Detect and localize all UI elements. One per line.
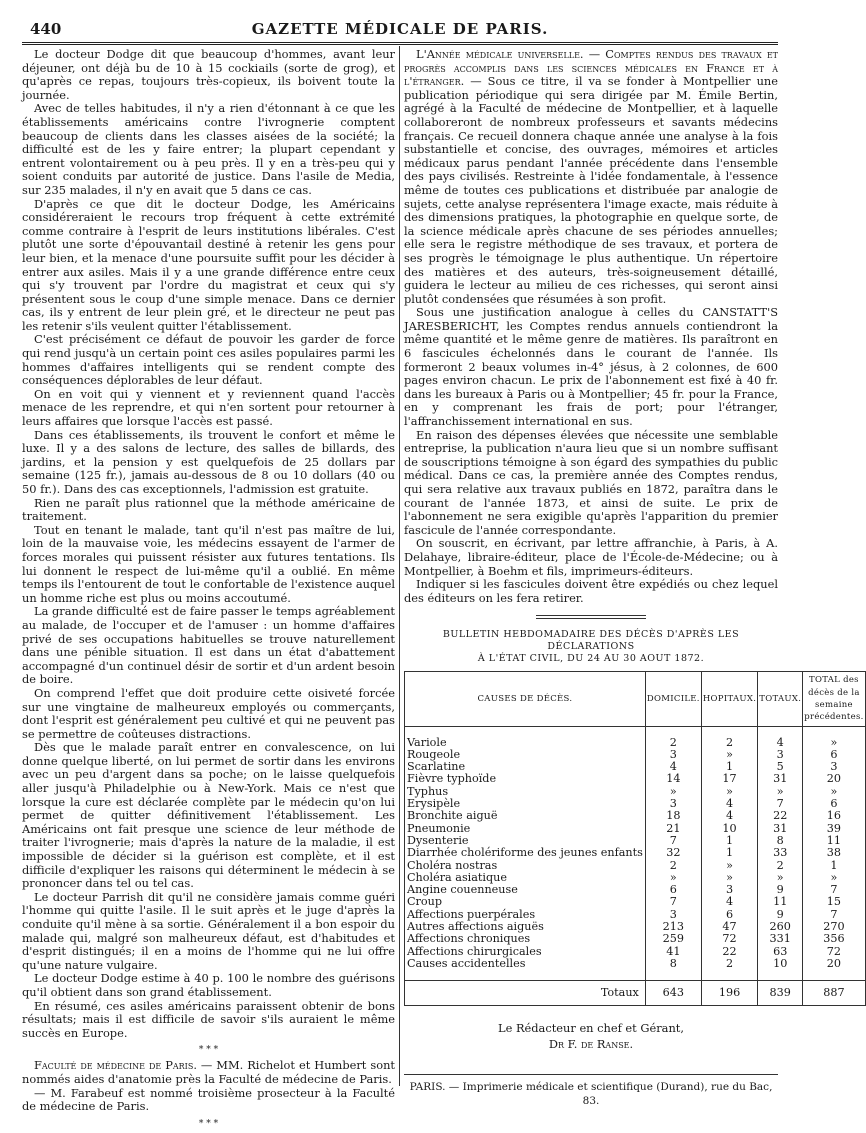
cell-domicile: 7 xyxy=(645,896,701,908)
cell-domicile: » xyxy=(645,786,701,798)
cell-totaux: 22 xyxy=(758,810,803,822)
cell-totaux: 4 xyxy=(758,737,803,749)
cell-cause: Diarrhée cholériforme des jeunes enfants xyxy=(405,847,646,859)
table-spacer xyxy=(405,726,866,737)
table-row xyxy=(405,896,866,908)
cell-totaux: 2 xyxy=(758,860,803,872)
cell-domicile: 41 xyxy=(645,946,701,958)
cell-cause: Affections chroniques xyxy=(405,933,646,945)
deaths-table xyxy=(404,671,866,1006)
table-row xyxy=(405,749,866,761)
cell-totaux: 5 xyxy=(758,761,803,773)
cell-hopitaux: 3 xyxy=(701,884,757,896)
cell-previous: 270 xyxy=(803,921,865,933)
left-column xyxy=(22,48,395,1133)
cell-cause: Choléra asiatique xyxy=(405,872,646,884)
cell-domicile: 2 xyxy=(645,737,701,749)
cell-totaux: » xyxy=(758,786,803,798)
paragraph: Avec de telles habitudes, il n'y a rien d'étonnant à ce que les établissements américains contre l'ivrognerie comptent beaucoup de clients dans les classes aisées de la société; la difficulté est de les y faire entrer; la plupart cependant y entrent volontairement ou à peu près. Il y en a très-peu qui y soient conduits par autorité de justice. Dans l'asile de Media, sur 235 malades, il n'y en avait que 5 dans ce cas. xyxy=(22,101,395,197)
section-stars-end: * * * xyxy=(198,1118,219,1129)
cell-hopitaux: 2 xyxy=(701,737,757,749)
cell-domicile: 7 xyxy=(645,835,701,847)
cell-previous: 7 xyxy=(803,909,865,921)
paragraph: Le docteur Parrish dit qu'il ne considère jamais comme guéri l'homme qui quitte l'asile. Il le suit après et le juge d'après la conduite qu'il mène à sa sortie. Généralement il a bon espoir du malade qui, malgré son malheureux défaut, est d'habitudes et d'esprit distingués; il en a moins de l'homme qui ne lui offre qu'une nature vulgaire. xyxy=(22,889,395,972)
header-causes: CAUSES DE DÉCÈS. xyxy=(405,672,646,726)
cell-domicile: 3 xyxy=(645,749,701,761)
paragraph: En raison des dépenses élevées que nécessite une semblable entreprise, la publication n'aura lieu que si un nombre suffisant de souscriptions témoigne à son égard des sympathies du public médical. Dans ce cas, la première année des Comptes rendus, qui sera relative aux travaux publiés en 1872, paraîtra dans le courant de l'année 1873, et ainsi de suite. Le prix de l'abonnement ne sera exigible qu'après l'apparition du premier fascicule de l'année correspondante. xyxy=(404,427,778,537)
paragraph: Rien ne paraît plus rationnel que la méthode américaine de traitement. xyxy=(22,495,395,524)
cell-previous: 16 xyxy=(803,810,865,822)
table-row xyxy=(405,933,866,945)
cell-hopitaux: 1 xyxy=(701,761,757,773)
cell-totaux: 63 xyxy=(758,946,803,958)
cell-hopitaux: 47 xyxy=(701,921,757,933)
paragraph: Le docteur Dodge dit que beaucoup d'hommes, avant leur déjeuner, ont déjà bu de 10 à 15 cockiails (sorte de grog), et qu'après ce repas, toujours très-copieux, ils boivent toute la journée. xyxy=(22,47,395,102)
cell-totaux: 7 xyxy=(758,798,803,810)
cell-cause: Causes accidentelles xyxy=(405,958,646,970)
paragraph: En résumé, ces asiles américains paraissent obtenir de bons résultats; mais il est difficile de savoir s'ils auraient le même succès en Europe. xyxy=(22,998,395,1040)
header-domicile: DOMICILE. xyxy=(645,672,701,726)
header-hopitaux: HOPITAUX. xyxy=(701,672,757,726)
cell-cause: Variole xyxy=(405,737,646,749)
cell-domicile: 4 xyxy=(645,761,701,773)
cell-domicile: 21 xyxy=(645,823,701,835)
header-previous-week: TOTAL des décès de la semaine précédentes. xyxy=(803,672,865,726)
signature-line-1: Le Rédacteur en chef et Gérant, xyxy=(498,1021,684,1036)
paragraph: Dans ces établissements, ils trouvent le confort et même le luxe. Il y a des salons de lecture, des salles de billards, des jardins, et la pension y est quelquefois de 25 dollars par semaine (125 fr.), jamais au-dessous de 8 ou 10 dollars (40 ou 50 fr.). Dans des cas exceptionnels, l'admission est gratuite. xyxy=(22,427,395,496)
cell-domicile: 6 xyxy=(645,884,701,896)
cell-totaux: » xyxy=(758,872,803,884)
paragraph: Tout en tenant le malade, tant qu'il n'est pas maître de lui, loin de la mauvaise voie, les médecins essayent de l'armer de forces morales qui puissent résister aux futures tentations. Ils lui donnent le respect de lui-même qu'il a oublié. En même temps ils l'entourent de tout le confortable de l'existence auquel un homme riche est plus ou moins accoutumé. xyxy=(22,522,395,605)
cell-domicile: 3 xyxy=(645,909,701,921)
cell-totaux: 31 xyxy=(758,773,803,785)
cell-previous: 6 xyxy=(803,749,865,761)
bulletin-title-line-2: À L'ÉTAT CIVIL, DU 24 AU 30 AOUT 1872. xyxy=(477,653,705,665)
cell-cause: Bronchite aiguë xyxy=(405,810,646,822)
cell-cause: Affections chirurgicales xyxy=(405,946,646,958)
cell-domicile: 18 xyxy=(645,810,701,822)
cell-previous: » xyxy=(803,786,865,798)
cell-previous: 356 xyxy=(803,933,865,945)
cell-previous: 3 xyxy=(803,761,865,773)
cell-cause: Affections puerpérales xyxy=(405,909,646,921)
section-stars: * * * xyxy=(198,1045,219,1056)
cell-domicile: 259 xyxy=(645,933,701,945)
page-number: 440 xyxy=(30,20,62,38)
cell-hopitaux: 10 xyxy=(701,823,757,835)
cell-totaux: 260 xyxy=(758,921,803,933)
cell-previous: 887 xyxy=(803,981,865,1006)
table-row xyxy=(405,773,866,785)
cell-cause: Croup xyxy=(405,896,646,908)
cell-totaux: 839 xyxy=(758,981,803,1006)
cell-previous: 7 xyxy=(803,884,865,896)
paragraph: Indiquer si les fascicules doivent être expédiés ou chez lequel des éditeurs on les fera retirer. xyxy=(404,577,778,605)
table-row xyxy=(405,737,866,749)
cell-cause: Choléra nostras xyxy=(405,860,646,872)
column-divider xyxy=(399,46,400,1086)
journal-title: GAZETTE MÉDICALE DE PARIS. xyxy=(251,20,549,38)
cell-domicile: 3 xyxy=(645,798,701,810)
cell-cause: Angine couenneuse xyxy=(405,884,646,896)
paragraph: On souscrit, en écrivant, par lettre affranchie, à Paris, à A. Delahaye, libraire-éditeur, place de l'École-de-Médecine; ou à Montpellier, à Boehm et fils, imprimeurs-éditeurs. xyxy=(404,536,778,578)
cell-domicile: 2 xyxy=(645,860,701,872)
paragraph: Le docteur Dodge estime à 40 p. 100 le nombre des guérisons qu'il obtient dans son grand établissement. xyxy=(22,971,395,999)
table-row xyxy=(405,823,866,835)
annee-text: — Sous ce titre, il va se fonder à Montpellier une publication périodique qui sera dirigée par M. Émile Bertin, agrégé à la Faculté de médecine de Montpellier, et à laquelle collaboreront de nombreux professeurs et savants médecins français. Ce recueil donnera chaque année une analyse à la fois substantielle et concise, des ouvrages, mémoires et articles médicaux parus pendant l'année précédente dans l'ensemble des pays civilisés. Restreinte à l'idée fondamentale, à l'essence même de toutes ces publications et distribuée par analogie de sujets, cette analyse représentera l'image exacte, mais réduite à des dimensions pratiques, la photographie en quelque sorte, de la science médicale après chacune de ses périodes annuelles; elle sera le registre méthodique de ses travaux, et portera de ses progrès le témoignage le plus authentique. Un répertoire des matières et des auteurs, très-soigneusement détaillé, guidera le lecteur au milieu de ces richesses, qui seront ainsi plutôt condensées que résumées à son profit. xyxy=(404,74,778,306)
cell-totaux: 31 xyxy=(758,823,803,835)
cell-previous: 6 xyxy=(803,798,865,810)
paragraph: D'après ce que dit le docteur Dodge, les Américains considéreraient le recours trop fréquent à cette extrémité comme contraire à l'esprit de leurs institutions libérales. C'est plutôt une sorte d'épouvantail destiné à retenir les gens pour leur bien, et la menace d'une poursuite suffit pour les décider à entrer aux asiles. Mais il y a une grande différence entre ceux qui s'y trouvent par l'ordre du magistrat et ceux qui s'y présentent sous le coup d'une simple menace. Dans ce dernier cas, ils y entrent de leur plein gré, et le directeur ne peut pas les retenir s'ils veulent quitter l'établissement. xyxy=(22,196,395,333)
cell-totaux: 9 xyxy=(758,909,803,921)
cell-hopitaux: 196 xyxy=(701,981,757,1006)
cell-domicile: 643 xyxy=(645,981,701,1006)
annee-heading: L'Année médicale universelle. — Comptes rendus des travaux et progrès accomplis dans les sciences médicales en France et à l'étranger. xyxy=(404,47,778,89)
paragraph: Sous une justification analogue à celles du CANSTATT'S JARESBERICHT, les Comptes rendus annuels contiendront la même quantité et le même genre de matières. Ils paraîtront en 6 fascicules échelonnés dans le courant de l'année. Ils formeront 2 beaux volumes in-4° jésus, à 2 colonnes, de 600 pages environ chacun. Le prix de l'abonnement est fixé à 40 fr. dans les bureaux à Paris ou à Montpellier; 45 fr. pour la France, en y comprenant les frais de port; pour l'étranger, l'affranchissement international en sus. xyxy=(404,305,778,429)
cell-domicile: » xyxy=(645,872,701,884)
cell-totaux: 10 xyxy=(758,958,803,970)
cell-totaux: 11 xyxy=(758,896,803,908)
table-row xyxy=(405,810,866,822)
table-row xyxy=(405,958,866,970)
annee-notice xyxy=(404,48,778,306)
header-totaux: TOTAUX. xyxy=(758,672,803,726)
table-row xyxy=(405,786,866,798)
cell-domicile: 14 xyxy=(645,773,701,785)
cell-totaux: 33 xyxy=(758,847,803,859)
cell-previous: 1 xyxy=(803,860,865,872)
cell-cause: Pneumonie xyxy=(405,823,646,835)
paragraph: C'est précisément ce défaut de pouvoir les garder de force qui rend jusqu'à un certain point ces asiles populaires parmi les hommes d'affaires intelligents qui se rendent compte des conséquences déplorables de leur défaut. xyxy=(22,332,395,388)
printer-imprint: PARIS. — Imprimerie médicale et scientifique (Durand), rue du Bac, 83. xyxy=(404,1074,778,1108)
cell-previous: 20 xyxy=(803,958,865,970)
cell-cause: Rougeole xyxy=(405,749,646,761)
table-row xyxy=(405,884,866,896)
total-row xyxy=(405,981,866,1006)
table-row xyxy=(405,860,866,872)
cell-hopitaux: 17 xyxy=(701,773,757,785)
paragraph: On en voit qui y viennent et y reviennent quand l'accès menace de les reprendre, et qui n'en sortent pour retourner à leurs affaires que lorsque l'accès est passé. xyxy=(22,386,395,429)
cell-previous: » xyxy=(803,872,865,884)
cell-previous: 38 xyxy=(803,847,865,859)
cell-domicile: 8 xyxy=(645,958,701,970)
cell-hopitaux: 4 xyxy=(701,798,757,810)
cell-previous: » xyxy=(803,737,865,749)
cell-hopitaux: 4 xyxy=(701,896,757,908)
cell-hopitaux: » xyxy=(701,786,757,798)
cell-previous: 39 xyxy=(803,823,865,835)
faculte-text: — MM. Richelot et Humbert sont nommés aides d'anatomie près la Faculté de médecine de Paris. xyxy=(22,1058,395,1086)
faculte-notice xyxy=(22,1059,395,1086)
cell-cause: Dysenterie xyxy=(405,835,646,847)
cell-hopitaux: 6 xyxy=(701,909,757,921)
table-body xyxy=(405,726,866,1006)
cell-previous: 11 xyxy=(803,835,865,847)
faculte-heading: Faculté de médecine de Paris. xyxy=(34,1058,197,1073)
cell-totaux: 8 xyxy=(758,835,803,847)
cell-cause: Totaux xyxy=(405,981,646,1006)
paragraph: La grande difficulté est de faire passer le temps agréablement au malade, de l'occuper et de l'amuser : un homme d'affaires privé de ses occupations habituelles se trouve naturellement dans une pénible situation. Il est dans un état d'abattement accompagné d'un continuel désir de sortir et d'un ardent besoin de boire. xyxy=(22,604,396,687)
right-column xyxy=(404,47,864,1108)
cell-cause: Autres affections aiguës xyxy=(405,921,646,933)
table-row xyxy=(405,847,866,859)
cell-domicile: 213 xyxy=(645,921,701,933)
cell-hopitaux: 4 xyxy=(701,810,757,822)
cell-domicile: 32 xyxy=(645,847,701,859)
signature-line-2: Dr F. de Ranse. xyxy=(548,1037,634,1052)
bulletin-title-line-1: BULLETIN HEBDOMADAIRE DES DÉCÈS D'APRÈS LES DÉCLARATIONS xyxy=(442,629,740,653)
cell-hopitaux: 22 xyxy=(701,946,757,958)
cell-hopitaux: 72 xyxy=(701,933,757,945)
cell-previous: 15 xyxy=(803,896,865,908)
cell-totaux: 9 xyxy=(758,884,803,896)
cell-cause: Typhus xyxy=(405,786,646,798)
cell-previous: 72 xyxy=(803,946,865,958)
cell-totaux: 3 xyxy=(758,749,803,761)
paragraph: On comprend l'effet que doit produire cette oisiveté forcée sur une vingtaine de malheureux employés ou commerçants, dont l'esprit est généralement peu cultivé et qui ne peuvent pas se permettre de coûteuses distractions. xyxy=(22,685,395,741)
table-header-row xyxy=(405,672,866,726)
bulletin-title xyxy=(404,629,778,665)
signature-block xyxy=(404,1020,778,1052)
cell-hopitaux: 2 xyxy=(701,958,757,970)
cell-cause: Fièvre typhoïde xyxy=(405,773,646,785)
cell-hopitaux: 1 xyxy=(701,835,757,847)
cell-hopitaux: » xyxy=(701,749,757,761)
cell-previous: 20 xyxy=(803,773,865,785)
cell-hopitaux: 1 xyxy=(701,847,757,859)
cell-totaux: 331 xyxy=(758,933,803,945)
section-separator xyxy=(536,615,646,619)
table-spacer xyxy=(405,970,866,981)
page-header xyxy=(22,18,778,45)
farabeuf-notice: — M. Farabeuf est nommé troisième prosecteur à la Faculté de médecine de Paris. xyxy=(22,1085,395,1114)
cell-cause: Scarlatine xyxy=(405,761,646,773)
paragraph: Dès que le malade paraît entrer en convalescence, on lui donne quelque liberté, on lui permet de sortir dans les environs avec un peu d'argent dans sa poche; on le laisse quelquefois aller jusqu'à Philadelphie ou à New-York. Mais ce n'est que lorsque la cure est déclarée complète par le médecin qu'on lui permet de quitter définitivement l'établissement. Les Américains ont fait presque une science de leur méthode de traiter l'ivrognerie; mais d'après la nature de la maladie, il est impossible de décider si la guérison est complète, et il est difficile d'expliquer les raisons qui déterminent le médecin à se prononcer dans tel ou tel cas. xyxy=(22,740,395,891)
cell-hopitaux: » xyxy=(701,860,757,872)
cell-cause: Erysipèle xyxy=(405,798,646,810)
cell-hopitaux: » xyxy=(701,872,757,884)
